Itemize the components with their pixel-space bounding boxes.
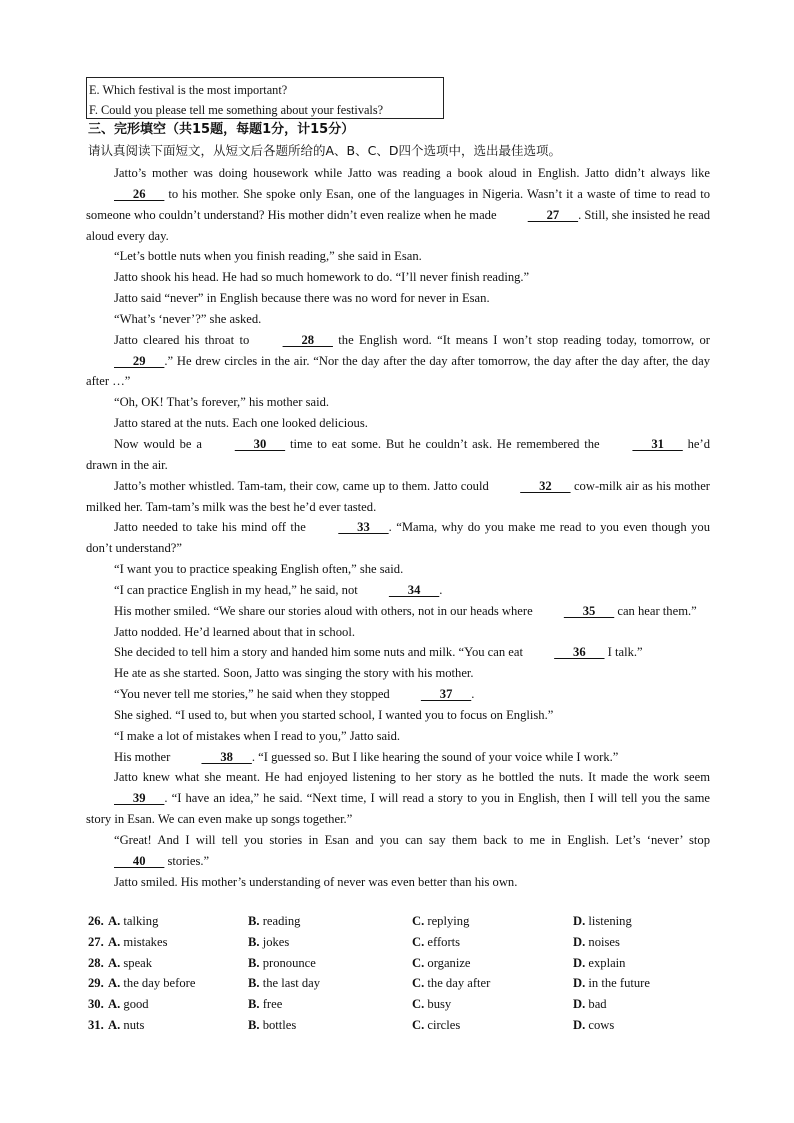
option-letter: C. <box>412 914 425 928</box>
section-title: 三、完形填空（共15题，每题1分，计15分） <box>88 122 355 137</box>
passage-paragraph <box>86 684 710 705</box>
option-text: efforts <box>424 934 461 949</box>
option-letter: C. <box>412 955 425 970</box>
blank-30: 30 <box>234 436 286 451</box>
option-letter: C. <box>412 997 425 1012</box>
option-letter: B. <box>248 997 260 1012</box>
option-b <box>248 953 316 974</box>
option-letter: D. <box>573 976 586 991</box>
option-d <box>573 973 650 994</box>
option-c <box>412 932 460 953</box>
passage-text: Jatto nodded. He’d learned about that in school. <box>114 624 355 639</box>
passage-text: Now would be a <box>114 436 207 451</box>
option-b <box>248 973 320 994</box>
passage-text: Jatto’s mother whistled. Tam-tam, their cow, came up to them. Jatto could <box>114 478 493 493</box>
option-d <box>573 994 607 1015</box>
option-letter: C. <box>412 976 425 991</box>
passage-text: the English word. “It means I won’t stop reading today, tomorrow, or <box>332 332 710 347</box>
option-d <box>573 911 632 932</box>
option-c <box>412 911 469 932</box>
option-a <box>108 994 149 1015</box>
answer-options-box <box>86 77 444 119</box>
passage-paragraph <box>86 747 710 768</box>
option-c <box>412 994 451 1015</box>
blank-40: 40 <box>114 853 165 868</box>
option-letter: B. <box>248 934 260 949</box>
question-number: 30. <box>88 997 104 1012</box>
passage-text: Jatto said “never” in English because there was no word for never in Esan. <box>114 291 490 306</box>
option-c <box>412 953 471 974</box>
question-options <box>86 911 710 1036</box>
passage-text: “Oh, OK! That’s forever,” his mother said. <box>114 395 330 410</box>
blank-32: 32 <box>520 478 571 493</box>
passage-text: “What’s ‘never’?” she asked. <box>114 311 262 326</box>
option-letter: A. <box>108 1017 121 1032</box>
passage-text: Jatto knew what she meant. He had enjoyed listening to her story as he bottled the nuts. It made the work seem <box>114 770 710 785</box>
blank-38: 38 <box>201 749 252 764</box>
option-letter: D. <box>573 1017 586 1032</box>
passage-text: he’d drawn in the air. <box>86 436 711 472</box>
option-text: organize <box>424 955 471 970</box>
option-letter: B. <box>248 1017 260 1032</box>
blank-35: 35 <box>563 603 615 618</box>
passage-text: She sighed. “I used to, but when you started school, I wanted you to focus on English.” <box>114 707 554 722</box>
blank-33: 33 <box>338 520 389 535</box>
passage-paragraph <box>86 392 710 413</box>
passage-paragraph <box>86 559 710 580</box>
passage-text: His mother smiled. “We share our stories aloud with others, not in our heads where <box>114 603 536 618</box>
option-d <box>573 932 620 953</box>
passage-paragraph <box>86 163 710 246</box>
passage-paragraph <box>86 267 710 288</box>
blank-26: 26 <box>114 186 165 201</box>
blank-36: 36 <box>554 645 605 660</box>
question-row <box>86 1015 710 1036</box>
passage-text: . “I guessed so. But I like hearing the sound of your voice while I work.” <box>251 749 619 764</box>
passage-paragraph <box>86 246 710 267</box>
option-letter: D. <box>573 934 586 949</box>
passage-paragraph <box>86 872 710 893</box>
option-a <box>108 911 158 932</box>
passage-paragraph <box>86 726 710 747</box>
passage-paragraph <box>86 309 710 330</box>
option-text: the day after <box>424 976 491 991</box>
option-b <box>248 1015 296 1036</box>
option-a <box>108 973 195 994</box>
passage-paragraph <box>86 517 710 559</box>
passage-text: .” He drew circles in the air. “Nor the day after the day after tomorrow, the day after the day after, the day after …” <box>86 353 710 389</box>
option-text: nuts <box>120 1017 145 1032</box>
option-text: the day before <box>120 976 196 991</box>
option-text: good <box>120 997 149 1012</box>
blank-39: 39 <box>114 791 165 806</box>
passage-paragraph <box>86 830 710 872</box>
passage-paragraph <box>86 622 710 643</box>
passage-paragraph <box>86 601 710 622</box>
passage-paragraph <box>86 288 710 309</box>
passage-paragraph <box>86 413 710 434</box>
passage-paragraph <box>86 330 710 393</box>
option-letter: A. <box>108 955 121 970</box>
passage-text: . Still, she insisted he read aloud every day. <box>86 207 711 243</box>
option-text: talking <box>120 914 159 928</box>
option-text: noises <box>585 934 620 949</box>
option-letter: B. <box>248 955 260 970</box>
passage-text: . <box>439 582 443 597</box>
blank-29: 29 <box>114 353 165 368</box>
option-a <box>108 932 167 953</box>
blank-37: 37 <box>420 687 472 702</box>
option-text: speak <box>120 955 153 970</box>
option-letter: A. <box>108 976 121 991</box>
option-letter: A. <box>108 914 121 928</box>
passage-text: Jatto cleared his throat to <box>114 332 255 347</box>
passage-text: cow-milk air as his mother milked her. Tam-tam’s milk was the best he’d ever tasted. <box>86 478 710 514</box>
passage-text: His mother <box>114 749 174 764</box>
blank-31: 31 <box>632 436 683 451</box>
option-text: replying <box>424 914 470 928</box>
option-text: listening <box>585 914 632 928</box>
question-row <box>86 994 710 1015</box>
option-d <box>573 953 625 974</box>
option-text: cows <box>585 1017 615 1032</box>
option-text: mistakes <box>120 934 168 949</box>
passage-paragraph <box>86 705 710 726</box>
passage-paragraph <box>86 580 710 601</box>
option-b <box>248 994 282 1015</box>
question-number: 29. <box>88 976 104 991</box>
passage-text: “I make a lot of mistakes when I read to you,” Jatto said. <box>114 728 401 743</box>
question-row <box>86 911 710 932</box>
blank-28: 28 <box>282 332 333 347</box>
passage-paragraph <box>86 663 710 684</box>
question-number: 31. <box>88 1017 104 1032</box>
passage-text: stories.” <box>164 853 210 868</box>
option-text: in the future <box>585 976 650 991</box>
option-d <box>573 1015 614 1036</box>
option-letter: D. <box>573 997 586 1012</box>
passage-text: can hear them.” <box>614 603 697 618</box>
option-letter: C. <box>412 1017 425 1032</box>
option-letter: B. <box>248 976 260 991</box>
blank-34: 34 <box>388 582 440 597</box>
option-text: pronounce <box>259 955 316 970</box>
question-number: 27. <box>88 934 104 949</box>
passage-text: He ate as she started. Soon, Jatto was singing the story with his mother. <box>114 666 474 681</box>
box-option-f: F. Could you please tell me something about your festivals? <box>89 103 384 117</box>
question-number: 28. <box>88 955 104 970</box>
passage-paragraph <box>86 642 710 663</box>
passage-text: “Great! And I will tell you stories in Esan and you can say them back to me in English. Let’s ‘never’ stop <box>114 833 710 847</box>
passage-text: She decided to tell him a story and handed him some nuts and milk. “You can eat <box>114 645 527 660</box>
option-text: bad <box>585 997 607 1012</box>
option-letter: A. <box>108 934 121 949</box>
passage-text: time to eat some. But he couldn’t ask. He remembered the <box>285 436 605 451</box>
section-instruction: 请认真阅读下面短文，从短文后各题所给的A、B、C、D四个选项中，选出最佳选项。 <box>88 143 561 158</box>
question-row <box>86 973 710 994</box>
option-letter: D. <box>573 914 586 928</box>
question-row <box>86 953 710 974</box>
option-letter: C. <box>412 934 425 949</box>
passage-text: to his mother. She spoke only Esan, one of the languages in Nigeria. Wasn’t it a waste of time to read to someone who couldn’t understand? His mother didn’t even realize when he made <box>86 186 710 222</box>
option-letter: B. <box>248 914 260 928</box>
option-text: reading <box>259 914 301 928</box>
passage-paragraph <box>86 476 710 518</box>
blank-27: 27 <box>527 207 579 222</box>
passage-text: Jatto stared at the nuts. Each one looked delicious. <box>114 416 368 431</box>
passage-text: Jatto shook his head. He had so much homework to do. “I’ll never finish reading.” <box>114 270 530 285</box>
question-row <box>86 932 710 953</box>
option-text: bottles <box>259 1017 297 1032</box>
passage-text: I talk.” <box>604 645 643 660</box>
box-option-e: E. Which festival is the most important? <box>89 83 288 97</box>
option-c <box>412 1015 460 1036</box>
passage-text: Jatto’s mother was doing housework while Jatto was reading a book aloud in English. Jatto didn’t always like <box>114 166 710 180</box>
passage-paragraph <box>86 434 710 476</box>
option-text: free <box>259 997 283 1012</box>
option-letter: A. <box>108 997 121 1012</box>
option-a <box>108 1015 144 1036</box>
option-text: jokes <box>259 934 290 949</box>
passage-paragraph <box>86 767 710 830</box>
passage-text: “I can practice English in my head,” he said, not <box>114 582 361 597</box>
passage-text: . “Mama, why do you make me read to you even though you don’t understand?” <box>86 520 710 556</box>
passage-text: “You never tell me stories,” he said when they stopped <box>114 687 393 702</box>
passage-text: “I want you to practice speaking English often,” she said. <box>114 562 404 577</box>
option-b <box>248 932 289 953</box>
option-c <box>412 973 490 994</box>
option-text: explain <box>585 955 626 970</box>
cloze-passage <box>86 163 710 893</box>
passage-text: Jatto smiled. His mother’s understanding of never was even better than his own. <box>114 874 518 889</box>
passage-text: . “I have an idea,” he said. “Next time, I will read a story to you in English, then I will tell you the same story in Esan. We can even make up songs together.” <box>86 791 710 827</box>
passage-text: “Let’s bottle nuts when you finish reading,” she said in Esan. <box>114 249 422 264</box>
passage-text: . <box>471 687 475 702</box>
option-text: the last day <box>259 976 321 991</box>
option-text: circles <box>424 1017 461 1032</box>
option-b <box>248 911 300 932</box>
option-letter: D. <box>573 955 586 970</box>
passage-text: Jatto needed to take his mind off the <box>114 520 311 535</box>
question-number: 26. <box>88 914 104 928</box>
option-a <box>108 953 152 974</box>
option-text: busy <box>424 997 452 1012</box>
